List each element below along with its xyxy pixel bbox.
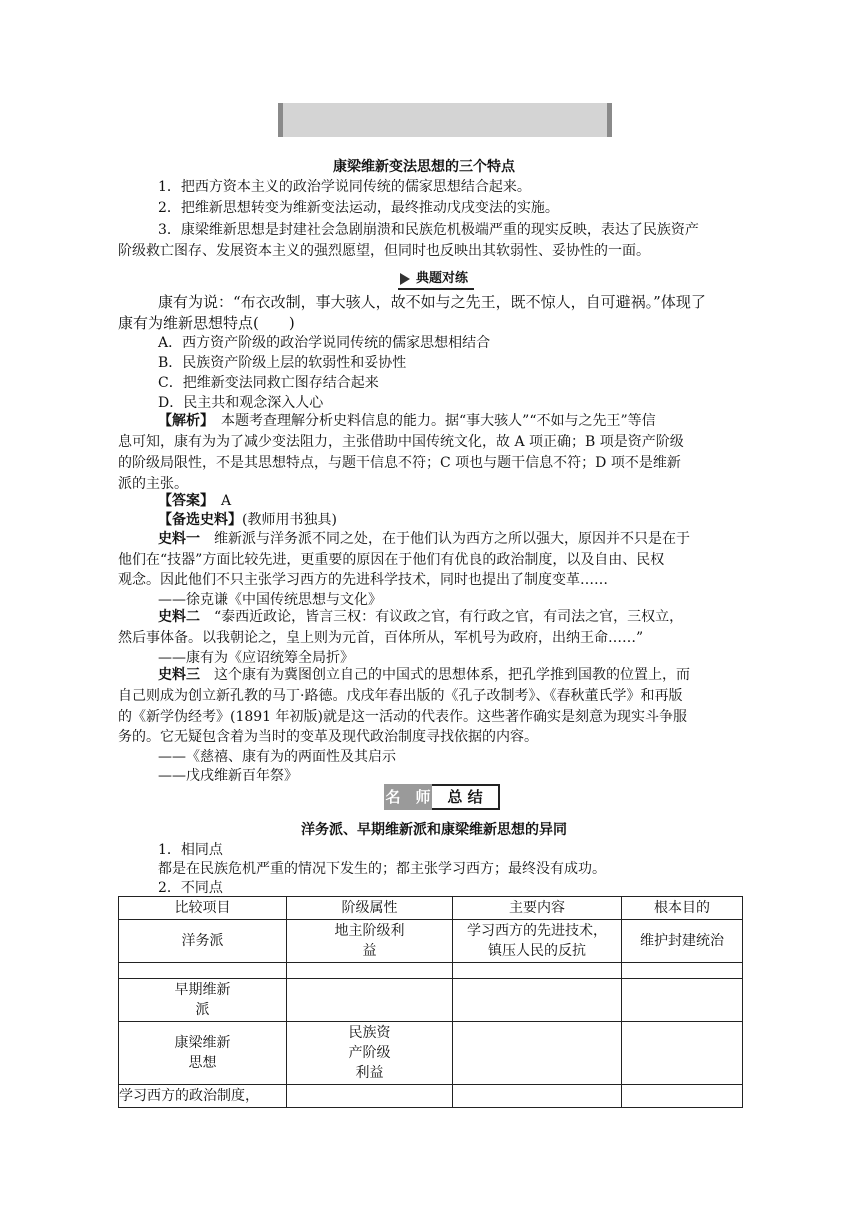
- table-cell: [119, 1022, 287, 1085]
- table-cell-text: 康梁维新思想: [174, 1035, 231, 1071]
- table-cell: [287, 979, 453, 1022]
- section-title: 康梁维新变法思想的三个特点: [333, 159, 515, 175]
- material2-text1: “泰西近政论，皆言三权：有议政之官，有行政之官，有司法之官，三权立，: [200, 609, 684, 625]
- material1-text1: 维新派与洋务派不同之处，在于他们认为西方之所以强大，原因并不只是在于: [200, 531, 690, 547]
- table-header: 阶级属性: [287, 897, 453, 920]
- table-row: [119, 979, 743, 1022]
- point-3-line2: 阶级救亡图存、发展资本主义的强烈愿望，但同时也反映出其软弱性、妥协性的一面。: [118, 243, 650, 259]
- table-cell: [453, 979, 622, 1022]
- table-cell-text: 早期维新派: [174, 982, 231, 1018]
- summary-badge-right: 总 结: [432, 784, 500, 810]
- table-row: [119, 963, 743, 979]
- table-cell: 维护封建统治: [622, 920, 743, 963]
- material3-text1: 这个康有为冀图创立自己的中国式的思想体系，把孔学推到国教的位置上，而: [200, 667, 690, 683]
- summary-badge: [384, 784, 500, 810]
- summary-title: 洋务派、早期维新派和康梁维新思想的异同: [301, 822, 567, 838]
- comparison-table: [118, 896, 743, 1108]
- material1-line2: 他们在“技器”方面比较先进，更重要的原因在于他们有优良的政治制度，以及自由、民权: [118, 552, 665, 568]
- analysis-text1: 本题考查理解分析史料信息的能力。据“事大骇人”“不如与之先王”等信: [207, 413, 656, 429]
- material1-line1: [158, 529, 690, 549]
- analysis-line2: 息可知，康有为为了减少变法阻力，主张借助中国传统文化，故 A 项正确；B 项是资产阶级: [118, 434, 684, 450]
- option-d: D．民主共和观念深入人心: [158, 395, 324, 411]
- material2-label: 史料二: [158, 609, 200, 625]
- point-3-line1: 3．康梁维新思想是封建社会急剧崩溃和民族危机极端严重的现实反映，表达了民族资产: [158, 222, 699, 238]
- table-header: 主要内容: [453, 897, 622, 920]
- answer-line: [158, 491, 231, 511]
- analysis-line1: [158, 411, 656, 431]
- material1-line3: 观念。因此他们不只主张学习西方的先进科学技术，同时也提出了制度变革……: [118, 572, 608, 588]
- table-cell-text: 民族资产阶级利益: [348, 1025, 391, 1081]
- summary-badge-left: 名 师: [384, 784, 432, 810]
- table-cell: [453, 963, 622, 979]
- table-row: [119, 920, 743, 963]
- table-cell: [119, 979, 287, 1022]
- question-line1: 康有为说：“布衣改制，事大骇人，故不如与之先王，既不惊人，自可避祸。”体现了: [158, 293, 706, 311]
- option-a: A．西方资产阶级的政治学说同传统的儒家思想相结合: [158, 335, 491, 351]
- answer-value: A: [207, 493, 232, 509]
- same-label: 1．相同点: [158, 842, 223, 858]
- table-cell: [119, 963, 287, 979]
- material2-source: ——康有为《应诏统筹全局折》: [158, 650, 354, 666]
- table-cell: 学习西方的政治制度，: [119, 1085, 287, 1108]
- material3-label: 史料三: [158, 667, 200, 683]
- table-cell: [622, 979, 743, 1022]
- practice-badge: [398, 270, 474, 290]
- table-cell: [287, 1085, 453, 1108]
- diff-label: 2．不同点: [158, 880, 223, 896]
- table-row: [119, 1022, 743, 1085]
- table-cell: [622, 1085, 743, 1108]
- table-cell-text: 学习西方的先进技术，镇压人民的反抗: [467, 923, 607, 959]
- material3-source2: ——戊戌维新百年祭》: [158, 768, 298, 784]
- point-1: 1．把西方资本主义的政治学说同传统的儒家思想结合起来。: [158, 179, 531, 195]
- material3-line2: 自己则成为创立新孔教的马丁·路德。戊戌年春出版的《孔子改制考》、《春秋董氏学》和再版: [118, 688, 683, 704]
- answer-label: 【答案】: [158, 493, 207, 509]
- table-cell: [287, 920, 453, 963]
- play-triangle-icon: [400, 273, 410, 285]
- table-cell: [453, 1022, 622, 1085]
- header-banner: [278, 103, 612, 137]
- material-note: (教师用书独具): [242, 512, 337, 528]
- table-cell: [622, 963, 743, 979]
- table-cell: [453, 1085, 622, 1108]
- material-label: 【备选史料】: [158, 512, 242, 528]
- table-cell: [287, 1022, 453, 1085]
- analysis-line4: 派的主张。: [118, 476, 188, 492]
- question-line2: 康有为维新思想特点( ): [118, 314, 295, 332]
- table-header-row: [119, 897, 743, 920]
- material2-line1: [158, 607, 683, 627]
- material3-source1: ——《慈禧、康有为的两面性及其启示: [158, 749, 396, 765]
- material3-line4: 务的。它无疑包含着为当时的变革及现代政治制度寻找依据的内容。: [118, 729, 538, 745]
- analysis-label: 【解析】: [158, 413, 207, 429]
- table-cell: [453, 920, 622, 963]
- option-c: C．把维新变法同救亡图存结合起来: [158, 375, 379, 391]
- material2-line2: 然后事体备。以我朝论之，皇上则为元首，百体所从，军机号为政府，出纳王命……”: [118, 630, 644, 646]
- material3-line3: 的《新学伪经考》(1891 年初版)就是这一活动的代表作。这些著作确实是刻意为现实斗争服: [118, 709, 688, 725]
- material1-label: 史料一: [158, 531, 200, 547]
- practice-badge-label: 典题对练: [416, 271, 469, 286]
- material1-source: ——徐克谦《中国传统思想与文化》: [158, 592, 382, 608]
- analysis-line3: 的阶级局限性，不是其思想特点，与题干信息不符；C 项也与题干信息不符；D 项不是维新: [118, 455, 681, 471]
- table-header: 根本目的: [622, 897, 743, 920]
- table-cell-text: 地主阶级利益: [334, 923, 405, 959]
- table-header: 比较项目: [119, 897, 287, 920]
- same-text: 都是在民族危机严重的情况下发生的；都主张学习西方；最终没有成功。: [158, 861, 606, 877]
- table-row: [119, 1085, 743, 1108]
- table-cell: [622, 1022, 743, 1085]
- material-heading: [158, 510, 337, 530]
- table-cell: 洋务派: [119, 920, 287, 963]
- table-cell: [287, 963, 453, 979]
- material3-line1: [158, 665, 690, 685]
- point-2: 2．把维新思想转变为维新变法运动，最终推动戊戌变法的实施。: [158, 200, 559, 216]
- option-b: B．民族资产阶级上层的软弱性和妥协性: [158, 355, 407, 371]
